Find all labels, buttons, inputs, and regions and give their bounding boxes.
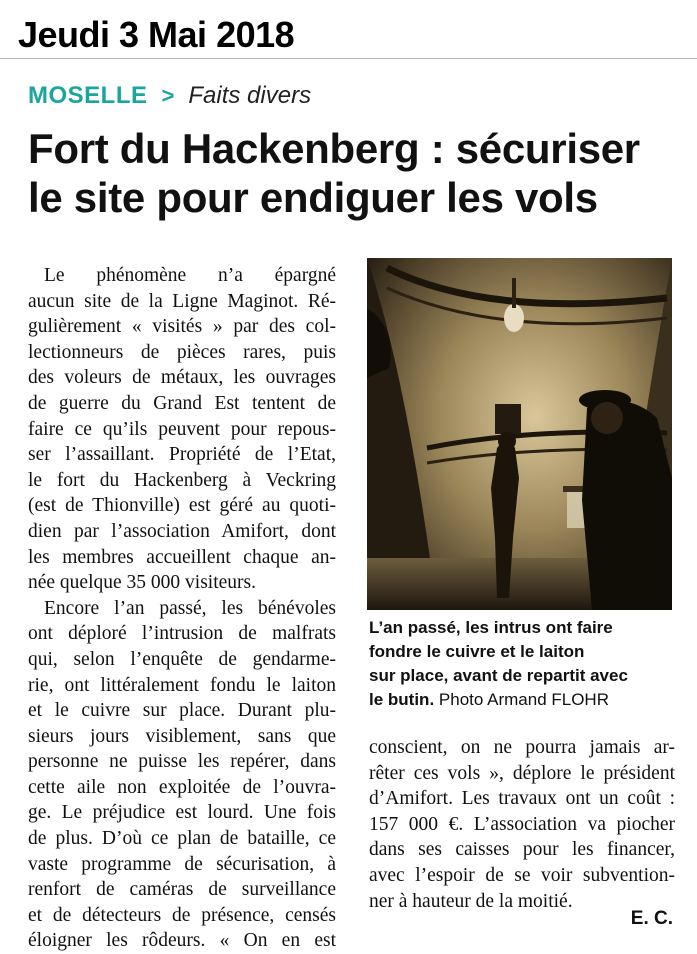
paragraph-line: conscient, on ne pourra jamais ar- <box>369 737 675 758</box>
paragraph-line: de plus. D’où ce plan de bataille, ce <box>28 828 336 850</box>
paragraph-line: éloigner les rôdeurs. « On en est <box>28 930 336 952</box>
paragraph-line: faire ce qu’ils peuvent pour repous- <box>28 418 336 440</box>
paragraph-line: de guerre du Grand Est tentent de <box>28 392 336 414</box>
headline-line: le site pour endiguer les vols <box>28 174 598 221</box>
paragraph-line: et de détecteurs de présence, censés <box>28 904 336 926</box>
article-column-right <box>369 735 675 914</box>
caption-line: fondre le cuivre et le laiton <box>369 642 585 661</box>
photo-caption <box>369 616 674 712</box>
rubric-subsection: Faits divers <box>188 82 312 109</box>
paragraph-line: dien par l’association Amifort, dont <box>28 520 336 542</box>
article-photo <box>367 258 672 610</box>
caption-line: le butin. <box>369 690 435 709</box>
paragraph-line: ner à hauteur de la moitié. <box>369 890 573 912</box>
caption-line: L’an passé, les intrus ont faire <box>369 618 613 637</box>
page-date: Jeudi 3 Mai 2018 <box>18 14 295 55</box>
paragraph-line: ont déploré l’intrusion de malfrats <box>28 623 336 645</box>
paragraph-line: rie, ont littéralement fondu le laiton <box>28 674 336 696</box>
paragraph-line: vaste programme de sécurisation, à <box>28 853 336 875</box>
caption-line: sur place, avant de repartit avec <box>369 666 628 685</box>
article-column-left <box>28 263 336 954</box>
chevron-right-icon: > <box>161 83 175 108</box>
photo-credit: Photo Armand FLOHR <box>438 690 609 709</box>
paragraph-line: dans ses caisses pour les financer, <box>369 839 675 861</box>
paragraph-line: rêter ces vols », déplore le président <box>369 762 675 784</box>
paragraph-line: gulièrement « visités » par des col- <box>28 316 336 338</box>
headline-line: Fort du Hackenberg : sécuriser <box>28 125 640 172</box>
caption-last-line <box>369 688 674 712</box>
paragraph-line: d’Amifort. Les travaux ont un coût : <box>369 788 675 810</box>
paragraph-line: et le cuivre sur place. Durant plu- <box>28 700 336 722</box>
paragraph-line: le fort du Hackenberg à Veckring <box>28 469 336 491</box>
paragraph-line: qui, selon l’enquête de gendarme- <box>28 648 336 670</box>
rubric-section: MOSELLE <box>28 82 148 109</box>
date-divider <box>0 58 697 59</box>
paragraph-line: ser l’assaillant. Propriété de l’Etat, <box>28 444 336 466</box>
paragraph-line: ge. Le préjudice est lourd. Une fois <box>28 802 336 824</box>
paragraph-line: avec l’espoir de se voir subvention- <box>369 864 675 886</box>
paragraph-line: sieurs jours visiblement, sans que <box>28 725 336 747</box>
paragraph-line: personne ne puisse les repérer, dans <box>28 751 336 773</box>
photo-illustration <box>367 258 672 610</box>
paragraph-line: aucun site de la Ligne Maginot. Ré- <box>28 290 336 312</box>
paragraph-line: Le phénomène n’a épargné <box>44 265 336 286</box>
rubric <box>28 82 311 110</box>
paragraph-line: lectionneurs de pièces rares, puis <box>28 341 336 363</box>
paragraph-line: renfort de caméras de surveillance <box>28 879 336 901</box>
author-signature: E. C. <box>630 908 673 929</box>
paragraph-line: des voleurs de métaux, les ouvrages <box>28 367 336 389</box>
paragraph-line: Encore l’an passé, les bénévoles <box>44 597 336 619</box>
paragraph-line: les membres accueillent chaque an- <box>28 546 336 568</box>
headline <box>28 124 678 222</box>
paragraph-line: cette aile non exploitée de l’ouvra- <box>28 776 336 798</box>
paragraph-line: (est de Thionville) est géré au quoti- <box>28 495 336 517</box>
paragraph-line: 157 000 €. L’association va piocher <box>369 813 675 835</box>
paragraph-line: née quelque 35 000 visiteurs. <box>28 572 256 594</box>
